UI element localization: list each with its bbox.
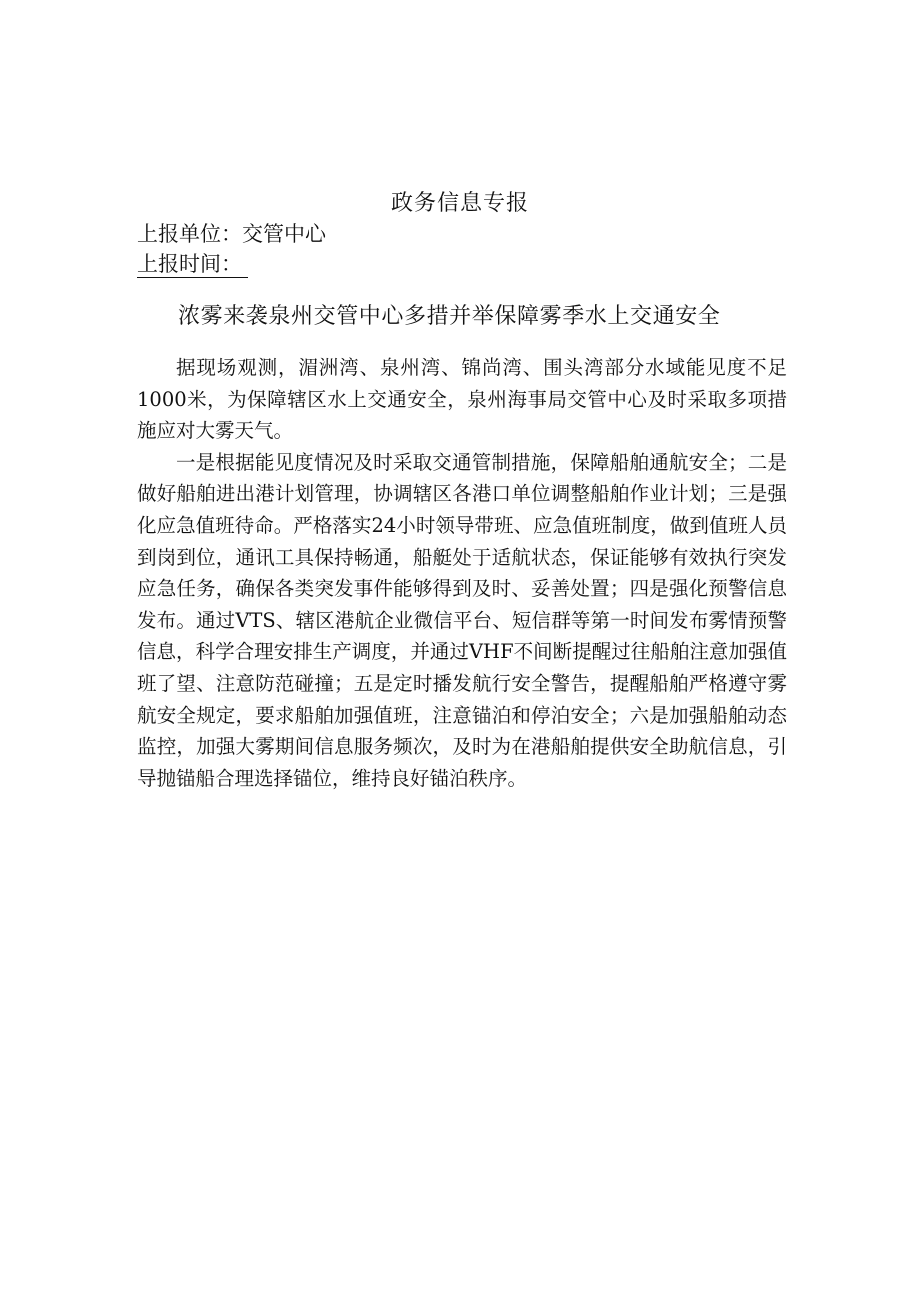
report-unit-label: 上报单位： (137, 222, 242, 246)
report-time-line (137, 249, 248, 279)
article-headline: 浓雾来袭泉州交管中心多措并举保障雾季水上交通安全 (178, 304, 721, 329)
report-unit-line (137, 219, 326, 249)
report-unit-value: 交管中心 (242, 222, 326, 246)
paragraph-intro: 据现场观测，湄洲湾、泉州湾、锦尚湾、围头湾部分水域能见度不足1000米，为保障辖区水上交通安全，泉州海事局交管中心及时采取多项措施应对大雾天气。 (137, 356, 787, 443)
document-title: 政务信息专报 (390, 191, 529, 216)
report-time-label: 上报时间： (137, 251, 248, 278)
article-body (137, 352, 787, 794)
paragraph-measures: 一是根据能见度情况及时采取交通管制措施，保障船舶通航安全；二是做好船舶进出港计划管理，协调辖区各港口单位调整船舶作业计划；三是强化应急值班待命。严格落实24小时领导带班、应急值班制度，做到值班人员到岗到位，通讯工具保持畅通，船艇处于适航状态，保证能够有效执行突发应急任务，确保各类突发事件能够得到及时、妥善处置；四是强化预警信息发布。通过VTS、辖区港航企业微信平台、短信群等第一时间发布雾情预警信息，科学合理安排生产调度，并通过VHF不间断提醒过往船舶注意加强值班了望、注意防范碰撞；五是定时播发航行安全警告，提醒船舶严格遵守雾航安全规定，要求船舶加强值班，注意锚泊和停泊安全；六是加强船舶动态监控，加强大雾期间信息服务频次，及时为在港船舶提供安全助航信息，引导抛锚船合理选择锚位，维持良好锚泊秩序。 (137, 450, 787, 790)
